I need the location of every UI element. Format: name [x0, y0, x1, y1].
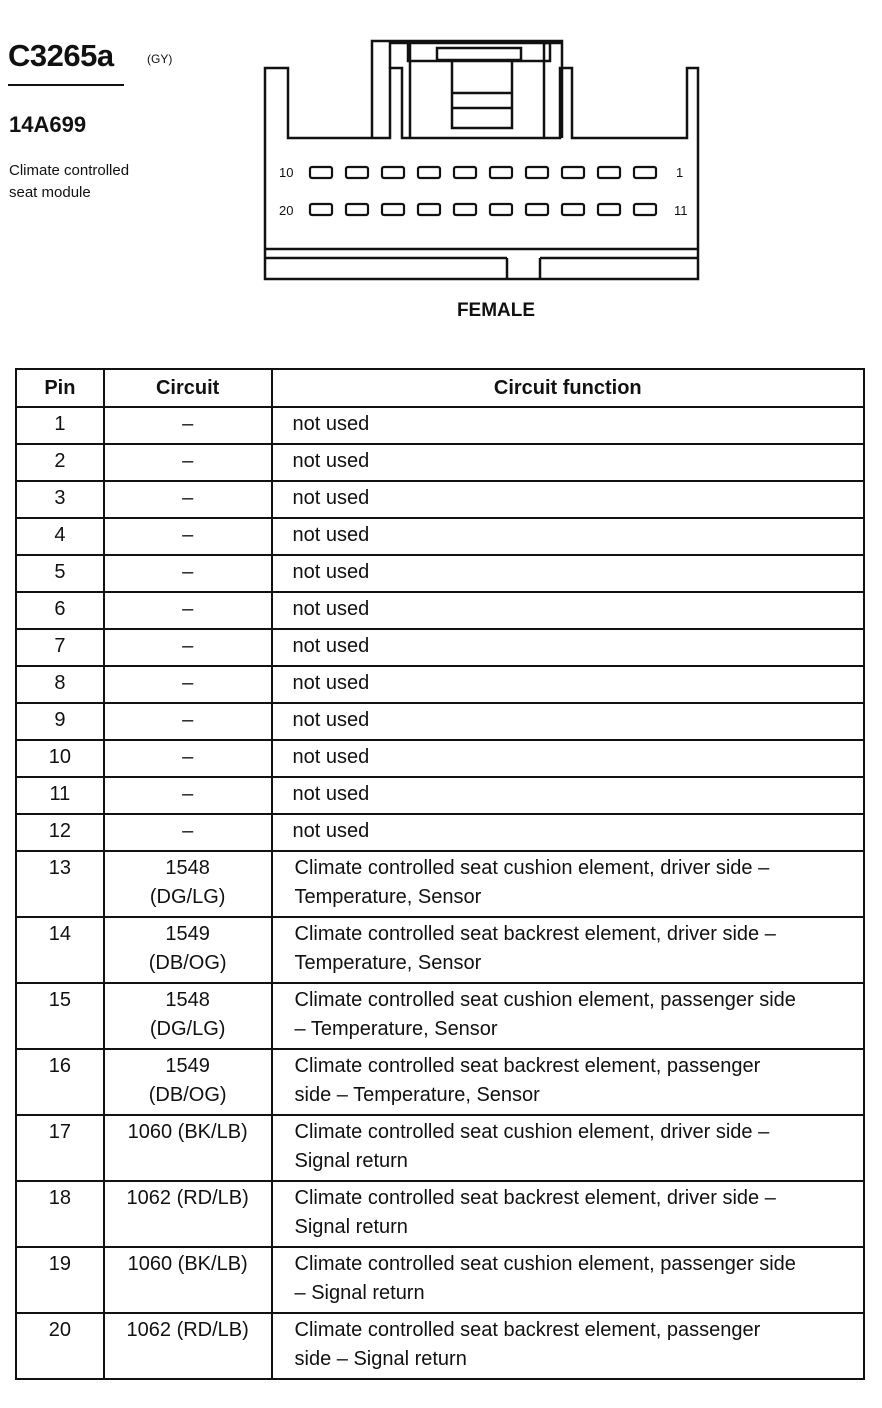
header-function: Circuit function — [272, 369, 864, 407]
pin-label-top-right: 1 — [676, 165, 684, 180]
connector-color-code: (GY) — [147, 52, 173, 66]
circuit-cell: – — [104, 555, 272, 592]
pin-cell: 5 — [16, 555, 104, 592]
cavity-18 — [382, 204, 404, 215]
function-cell: Climate controlled seat backrest element, driver side – Temperature, Sensor — [272, 917, 864, 983]
circuit-cell: – — [104, 592, 272, 629]
function-cell: Climate controlled seat cushion element, driver side – Signal return — [272, 1115, 864, 1181]
connector-description: Climate controlled seat module — [9, 162, 130, 201]
pin-cell: 1 — [16, 407, 104, 444]
pin-cavities — [310, 167, 656, 215]
cavity-10 — [310, 167, 332, 178]
table-row — [16, 518, 864, 555]
connector-diagram — [262, 38, 702, 289]
function-cell: not used — [272, 740, 864, 777]
table-row — [16, 1115, 864, 1181]
table-row — [16, 917, 864, 983]
pin-cell: 11 — [16, 777, 104, 814]
circuit-cell: 1060 (BK/LB) — [104, 1247, 272, 1313]
table-body — [16, 407, 864, 1379]
latch-outer — [372, 41, 562, 138]
cavity-19 — [346, 204, 368, 215]
circuit-cell: 1062 (RD/LB) — [104, 1181, 272, 1247]
table-row — [16, 555, 864, 592]
cavity-7 — [418, 167, 440, 178]
latch-bar — [408, 43, 550, 61]
cavity-12 — [598, 204, 620, 215]
circuit-cell: 1060 (BK/LB) — [104, 1115, 272, 1181]
latch-inner-right — [544, 43, 562, 68]
cavity-20 — [310, 204, 332, 215]
table-row — [16, 814, 864, 851]
pin-cell: 6 — [16, 592, 104, 629]
circuit-cell: – — [104, 444, 272, 481]
connector-id-underline — [8, 84, 124, 86]
circuit-cell: – — [104, 407, 272, 444]
function-cell: Climate controlled seat backrest element, driver side – Signal return — [272, 1181, 864, 1247]
circuit-cell: 1062 (RD/LB) — [104, 1313, 272, 1379]
cavity-14 — [526, 204, 548, 215]
table-row — [16, 629, 864, 666]
pin-label-bottom-right: 11 — [674, 203, 688, 218]
pinout-table — [15, 368, 865, 1380]
table-row — [16, 407, 864, 444]
function-cell: not used — [272, 592, 864, 629]
circuit-cell: 1549 (DB/OG) — [104, 1049, 272, 1115]
cavity-17 — [418, 204, 440, 215]
circuit-cell: – — [104, 740, 272, 777]
circuit-cell: 1549 (DB/OG) — [104, 917, 272, 983]
cavity-5 — [490, 167, 512, 178]
table-row — [16, 1247, 864, 1313]
cavity-11 — [634, 204, 656, 215]
latch-window — [437, 48, 521, 60]
connector-gender-label: FEMALE — [456, 300, 536, 321]
function-cell: not used — [272, 666, 864, 703]
pin-cell: 16 — [16, 1049, 104, 1115]
pin-label-top-left: 10 — [279, 165, 294, 180]
cavity-6 — [454, 167, 476, 178]
circuit-cell: – — [104, 629, 272, 666]
pin-cell: 10 — [16, 740, 104, 777]
function-cell: not used — [272, 777, 864, 814]
table-row — [16, 481, 864, 518]
pin-cell: 7 — [16, 629, 104, 666]
pin-cell: 8 — [16, 666, 104, 703]
pin-cell: 15 — [16, 983, 104, 1049]
function-cell: not used — [272, 444, 864, 481]
function-cell: Climate controlled seat cushion element, passenger side – Temperature, Sensor — [272, 983, 864, 1049]
cavity-4 — [526, 167, 548, 178]
table-row — [16, 1181, 864, 1247]
table-row — [16, 777, 864, 814]
cavity-2 — [598, 167, 620, 178]
cavity-3 — [562, 167, 584, 178]
function-cell: not used — [272, 407, 864, 444]
circuit-cell: – — [104, 518, 272, 555]
table-row — [16, 592, 864, 629]
table-row — [16, 1049, 864, 1115]
cavity-16 — [454, 204, 476, 215]
table-row — [16, 444, 864, 481]
pin-cell: 14 — [16, 917, 104, 983]
circuit-cell: 1548 (DG/LG) — [104, 983, 272, 1049]
table-row — [16, 666, 864, 703]
function-cell: not used — [272, 703, 864, 740]
table-header-row — [16, 369, 864, 407]
pin-cell: 18 — [16, 1181, 104, 1247]
function-cell: Climate controlled seat cushion element, driver side – Temperature, Sensor — [272, 851, 864, 917]
pin-cell: 19 — [16, 1247, 104, 1313]
table-row — [16, 983, 864, 1049]
cavity-15 — [490, 204, 512, 215]
connector-face-drawing — [262, 38, 702, 284]
cavity-9 — [346, 167, 368, 178]
table-row — [16, 703, 864, 740]
pin-cell: 13 — [16, 851, 104, 917]
circuit-cell: – — [104, 703, 272, 740]
function-cell: Climate controlled seat cushion element, passenger side – Signal return — [272, 1247, 864, 1313]
pin-cell: 4 — [16, 518, 104, 555]
function-cell: Climate controlled seat backrest element, passenger side – Temperature, Sensor — [272, 1049, 864, 1115]
pin-cell: 20 — [16, 1313, 104, 1379]
connector-header — [8, 38, 248, 201]
table-row — [16, 1313, 864, 1379]
header-circuit: Circuit — [104, 369, 272, 407]
function-cell: Climate controlled seat backrest element, passenger side – Signal return — [272, 1313, 864, 1379]
function-cell: not used — [272, 629, 864, 666]
function-cell: not used — [272, 518, 864, 555]
circuit-cell: – — [104, 481, 272, 518]
circuit-cell: – — [104, 777, 272, 814]
header-pin: Pin — [16, 369, 104, 407]
connector-id: C3265a — [8, 38, 114, 73]
table-row — [16, 851, 864, 917]
function-cell: not used — [272, 555, 864, 592]
function-cell: not used — [272, 481, 864, 518]
circuit-cell: – — [104, 666, 272, 703]
circuit-cell: 1548 (DG/LG) — [104, 851, 272, 917]
pin-cell: 9 — [16, 703, 104, 740]
pin-cell: 2 — [16, 444, 104, 481]
cavity-13 — [562, 204, 584, 215]
cavity-1 — [634, 167, 656, 178]
pin-label-bottom-left: 20 — [279, 203, 294, 218]
cavity-8 — [382, 167, 404, 178]
pin-cell: 12 — [16, 814, 104, 851]
pin-cell: 17 — [16, 1115, 104, 1181]
pin-cell: 3 — [16, 481, 104, 518]
function-cell: not used — [272, 814, 864, 851]
table-row — [16, 740, 864, 777]
part-number: 14A699 — [9, 112, 87, 137]
circuit-cell: – — [104, 814, 272, 851]
